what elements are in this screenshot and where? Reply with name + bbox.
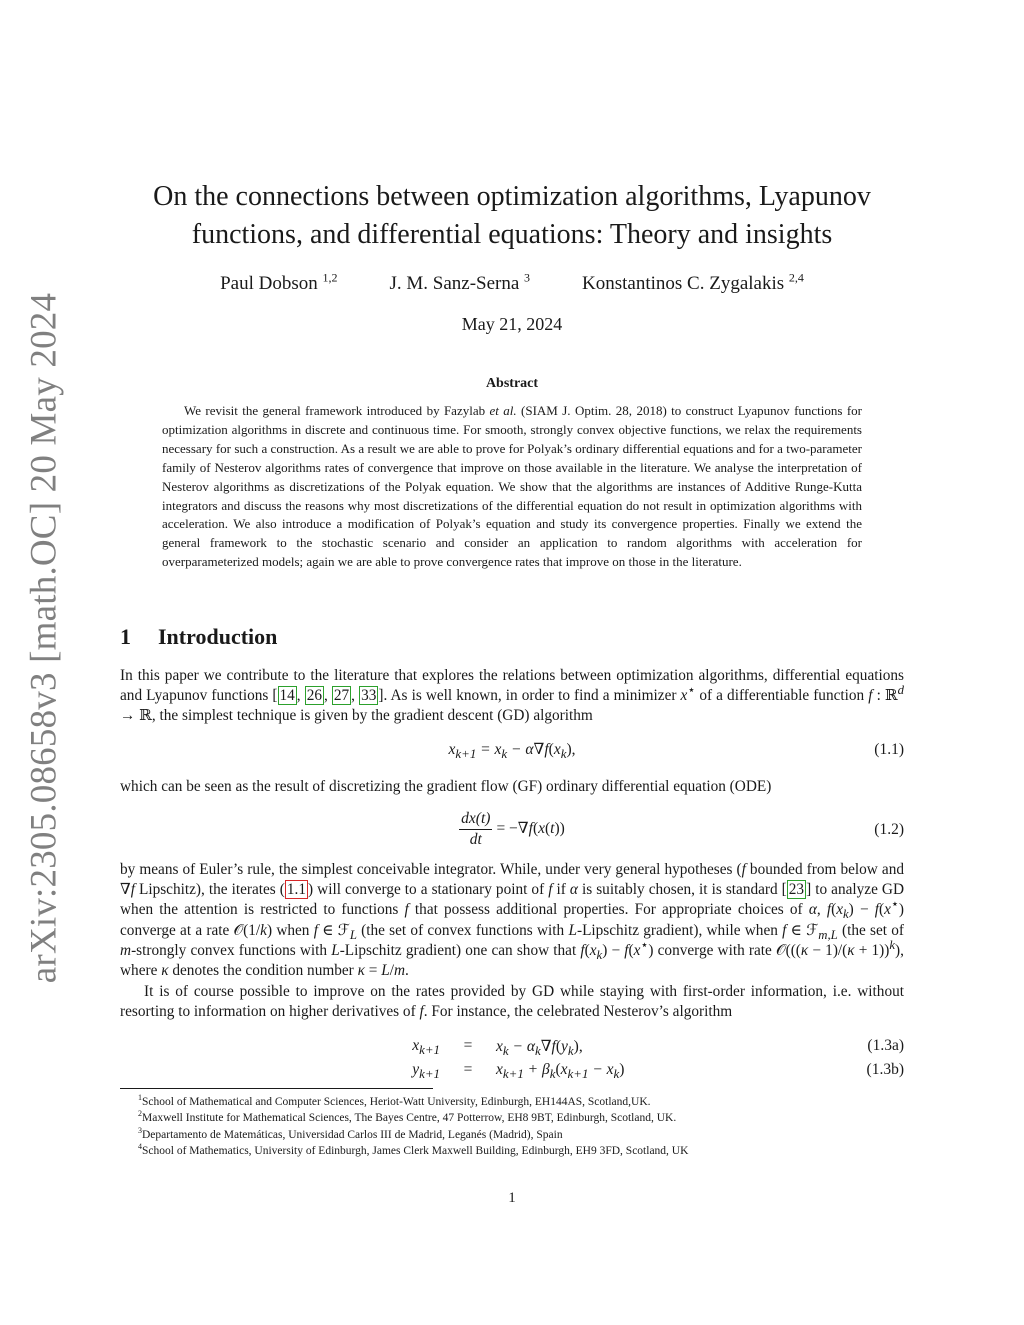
author: Konstantinos C. Zygalakis $^{2,4}$ xyxy=(582,270,804,294)
equation-label: (1.3a) xyxy=(867,1037,904,1054)
arxiv-stamp xyxy=(18,292,70,984)
equation-reference-link[interactable]: 1.1 xyxy=(286,881,307,899)
section-number: 1 xyxy=(120,624,131,649)
equation-1-3 xyxy=(120,1034,904,1082)
equation-label: (1.3b) xyxy=(866,1061,904,1078)
paper-date: May 21, 2024 xyxy=(461,314,563,334)
author: J. M. Sanz-Serna $^3$ xyxy=(389,270,531,294)
arxiv-id: arXiv:2305.08658v3 [math.OC] 20 May 2024 xyxy=(23,292,65,984)
citation-link[interactable]: 33 xyxy=(361,687,377,705)
page-number: 1 xyxy=(508,1190,516,1206)
equation-1-2: $\frac{dx(t)}{dt}$ = −∇f(x(t)) (1.2) xyxy=(461,810,904,848)
section-heading xyxy=(120,624,277,650)
footnotes xyxy=(120,1094,904,1159)
abstract-body: We revisit the general framework introduced by Fazylab et al. (SIAM J. Optim. 28, 2018) to construct Lyapunov functions for optimization algorithms in discrete and continuous time. For smooth, strongly convex objective functions, we relax the requirements necessary for such a construction. As a result we are able to prove for Polyak’s ordinary differential equations and for a two-parameter family of Nesterov algorithms rates of convergence that improve on those available in the literature. We analyse the interpretation of Nesterov algorithms as discretizations of the Polyak equation. We show that the algorithms are instances of Additive Runge-Kutta integrators and discuss the reasons why most discretizations of the differential equation do not result in optimization algorithms with acceleration. We also introduce a modification of Polyak’s equation and study its convergence properties. Finally we extend the general framework to the stochastic scenario and consider an application to random algorithms with acceleration for overparameterized models; again we are able to prove convergence rates that improve on those in the literature. xyxy=(162,403,863,570)
footnote: $^3$Departamento de Matemáticas, Universidad Carlos III de Madrid, Leganés (Madrid), Spain xyxy=(138,1125,563,1141)
citation-link[interactable]: 27 xyxy=(333,687,350,705)
paper-title: On the connections between optimization algorithms, Lyapunov functions, and differential equations: Theory and insights xyxy=(153,181,871,250)
equation-1-1: $x_{k+1} = x_k - \alpha\nabla f(x_k)$, (1.1) xyxy=(448,740,904,762)
intro-paragraph-4: It is of course possible to improve on the rates provided by GD while staying with first-order information, i.e. without resorting to information on higher derivatives of f. For instance, the celebrated Nesterov’s algorithm xyxy=(120,983,904,1021)
affiliation-mark: 3 xyxy=(524,270,531,285)
author: Paul Dobson $^{1,2}$ xyxy=(220,270,338,294)
equation-label: (1.2) xyxy=(874,820,904,838)
author-list xyxy=(120,270,904,295)
citation-link[interactable]: 26 xyxy=(306,687,322,705)
footnote: $^4$School of Mathematics, University of Edinburgh, James Clerk Maxwell Building, Edinburgh, EH9 3FD, Scotland, UK xyxy=(138,1142,689,1157)
section-title: Introduction xyxy=(158,624,278,649)
footnote: $^1$School of Mathematical and Computer Sciences, Heriot-Watt University, Edinburgh, EH144AS, Scotland,UK. xyxy=(138,1093,651,1108)
equation-label: (1.1) xyxy=(874,740,904,758)
affiliation-mark: 2,4 xyxy=(788,270,804,285)
footnote-rule xyxy=(120,1088,433,1089)
equation-1-3b: $y_{k+1}$ = $x_{k+1} + \beta_k(x_{k+1} - x_k)$ (1.3b) xyxy=(412,1061,904,1082)
citation-link[interactable]: 14 xyxy=(279,687,295,705)
intro-paragraph-3: by means of Euler’s rule, the simplest conceivable integrator. While, under very general hypotheses (f bounded from below and ∇f Lipschitz), the iterates ( 1.1 ) will converge to a stationary point of f if α is suitably chosen, it is standard [ 23 ] to analyze GD when the attention is restricted to functions f that possess additional properties. For appropriate choices of α, $f(x_k) - f(x^⋆)$ converge at a rate 𝒪(1/k) when f ∈ ℱ$_L$ (the set of convex functions with L-Lipschitz gradient), while when f ∈ ℱ$_{m,L}$ (the set of m-strongly convex functions with L-Lipschitz gradient) one can show that $f(x_k) - f(x^⋆)$ converge with rate 𝒪(((κ − 1)/(κ + 1))$^k$), where κ denotes the condition number κ = L/m. xyxy=(120,861,904,980)
affiliation-mark: 1,2 xyxy=(322,270,338,285)
intro-paragraph-1: In this paper we contribute to the literature that explores the relations between optimization algorithms, differential equations and Lyapunov functions [ 14 , 26 , 27 , 33 ]. As is well known, in order to find a minimizer x⋆ of a differentiable function f : ℝ$^d$ → ℝ, the simplest technique is given by the gradient descent (GD) algorithm xyxy=(120,667,904,725)
abstract-heading: Abstract xyxy=(485,376,539,391)
intro-paragraph-2: which can be seen as the result of discretizing the gradient flow (GF) ordinary differential equation (ODE) xyxy=(120,778,772,795)
citation-link[interactable]: 23 xyxy=(788,881,805,899)
footnote: $^2$Maxwell Institute for Mathematical Sciences, The Bayes Centre, 47 Potterrow, EH8 9BT, Edinburgh, Scotland, UK. xyxy=(138,1109,677,1125)
equation-1-3a: $x_{k+1}$ = $x_k - \alpha_k\nabla f(y_k)$, (1.3a) xyxy=(412,1037,904,1058)
